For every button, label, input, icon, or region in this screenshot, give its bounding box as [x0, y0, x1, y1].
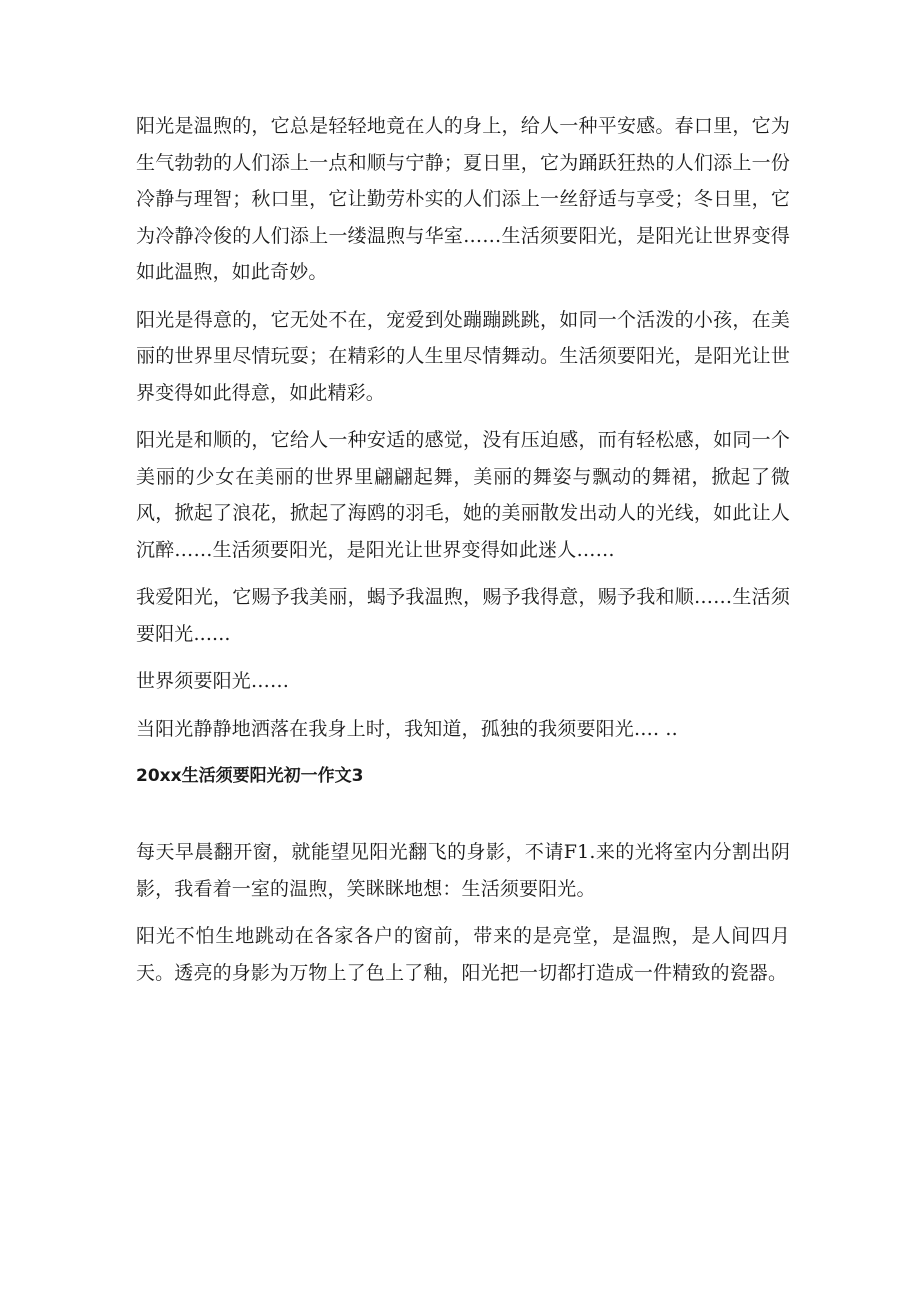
paragraph: 阳光不怕生地跳动在各家各户的窗前，带来的是亮堂，是温煦，是人间四月天。透亮的身影为万物上了色上了釉，阳光把一切都打造成一件精致的瓷器。	[136, 925, 790, 984]
paragraph: 阳光是得意的，它无处不在，宠爱到处蹦蹦跳跳，如同一个活泼的小孩，在美丽的世界里尽情玩耍；在精彩的人生里尽情舞动。生活须要阳光，是阳光让世界变得如此得意，如此精彩。	[136, 308, 790, 404]
spacer	[136, 791, 790, 834]
paragraph: 当阳光静静地洒落在我身上时，我知道，孤独的我须要阳光…. ..	[136, 717, 678, 740]
paragraph: 每天早晨翻开窗，就能望见阳光翻飞的身影，不请F1.来的光将室内分割出阴影，我看着一室的温煦，笑眯眯地想：生活须要阳光。	[136, 841, 790, 900]
section-heading: 20xx生活须要阳光初一作文3	[136, 766, 364, 786]
paragraph: 阳光是和顺的，它给人一种安适的感觉，没有压迫感，而有轻松感，如同一个美丽的少女在美丽的世界里翩翩起舞，美丽的舞姿与飘动的舞裙，掀起了微风，掀起了浪花，掀起了海鸥的羽毛，她的美丽散发出动人的光线，如此让人沉醉……生活须要阳光，是阳光让世界变得如此迷人……	[136, 429, 790, 561]
paragraph: 世界须要阳光……	[136, 670, 290, 692]
paragraph: 阳光是温煦的，它总是轻轻地竟在人的身上，给人一种平安感。春口里，它为生气勃勃的人们添上一点和顺与宁静；夏日里，它为踊跃狂热的人们添上一份冷静与理智；秋口里，它让勤劳朴实的人们添上一丝舒适与享受；冬日里，它为冷静冷俊的人们添上一缕温煦与华室……生活须要阳光，是阳光让世界变得如此温煦，如此奇妙。	[136, 115, 790, 283]
paragraph: 我爱阳光，它赐予我美丽，蝎予我温煦，赐予我得意，赐予我和顺……生活须要阳光......	[136, 586, 790, 645]
document-page	[136, 108, 790, 1002]
